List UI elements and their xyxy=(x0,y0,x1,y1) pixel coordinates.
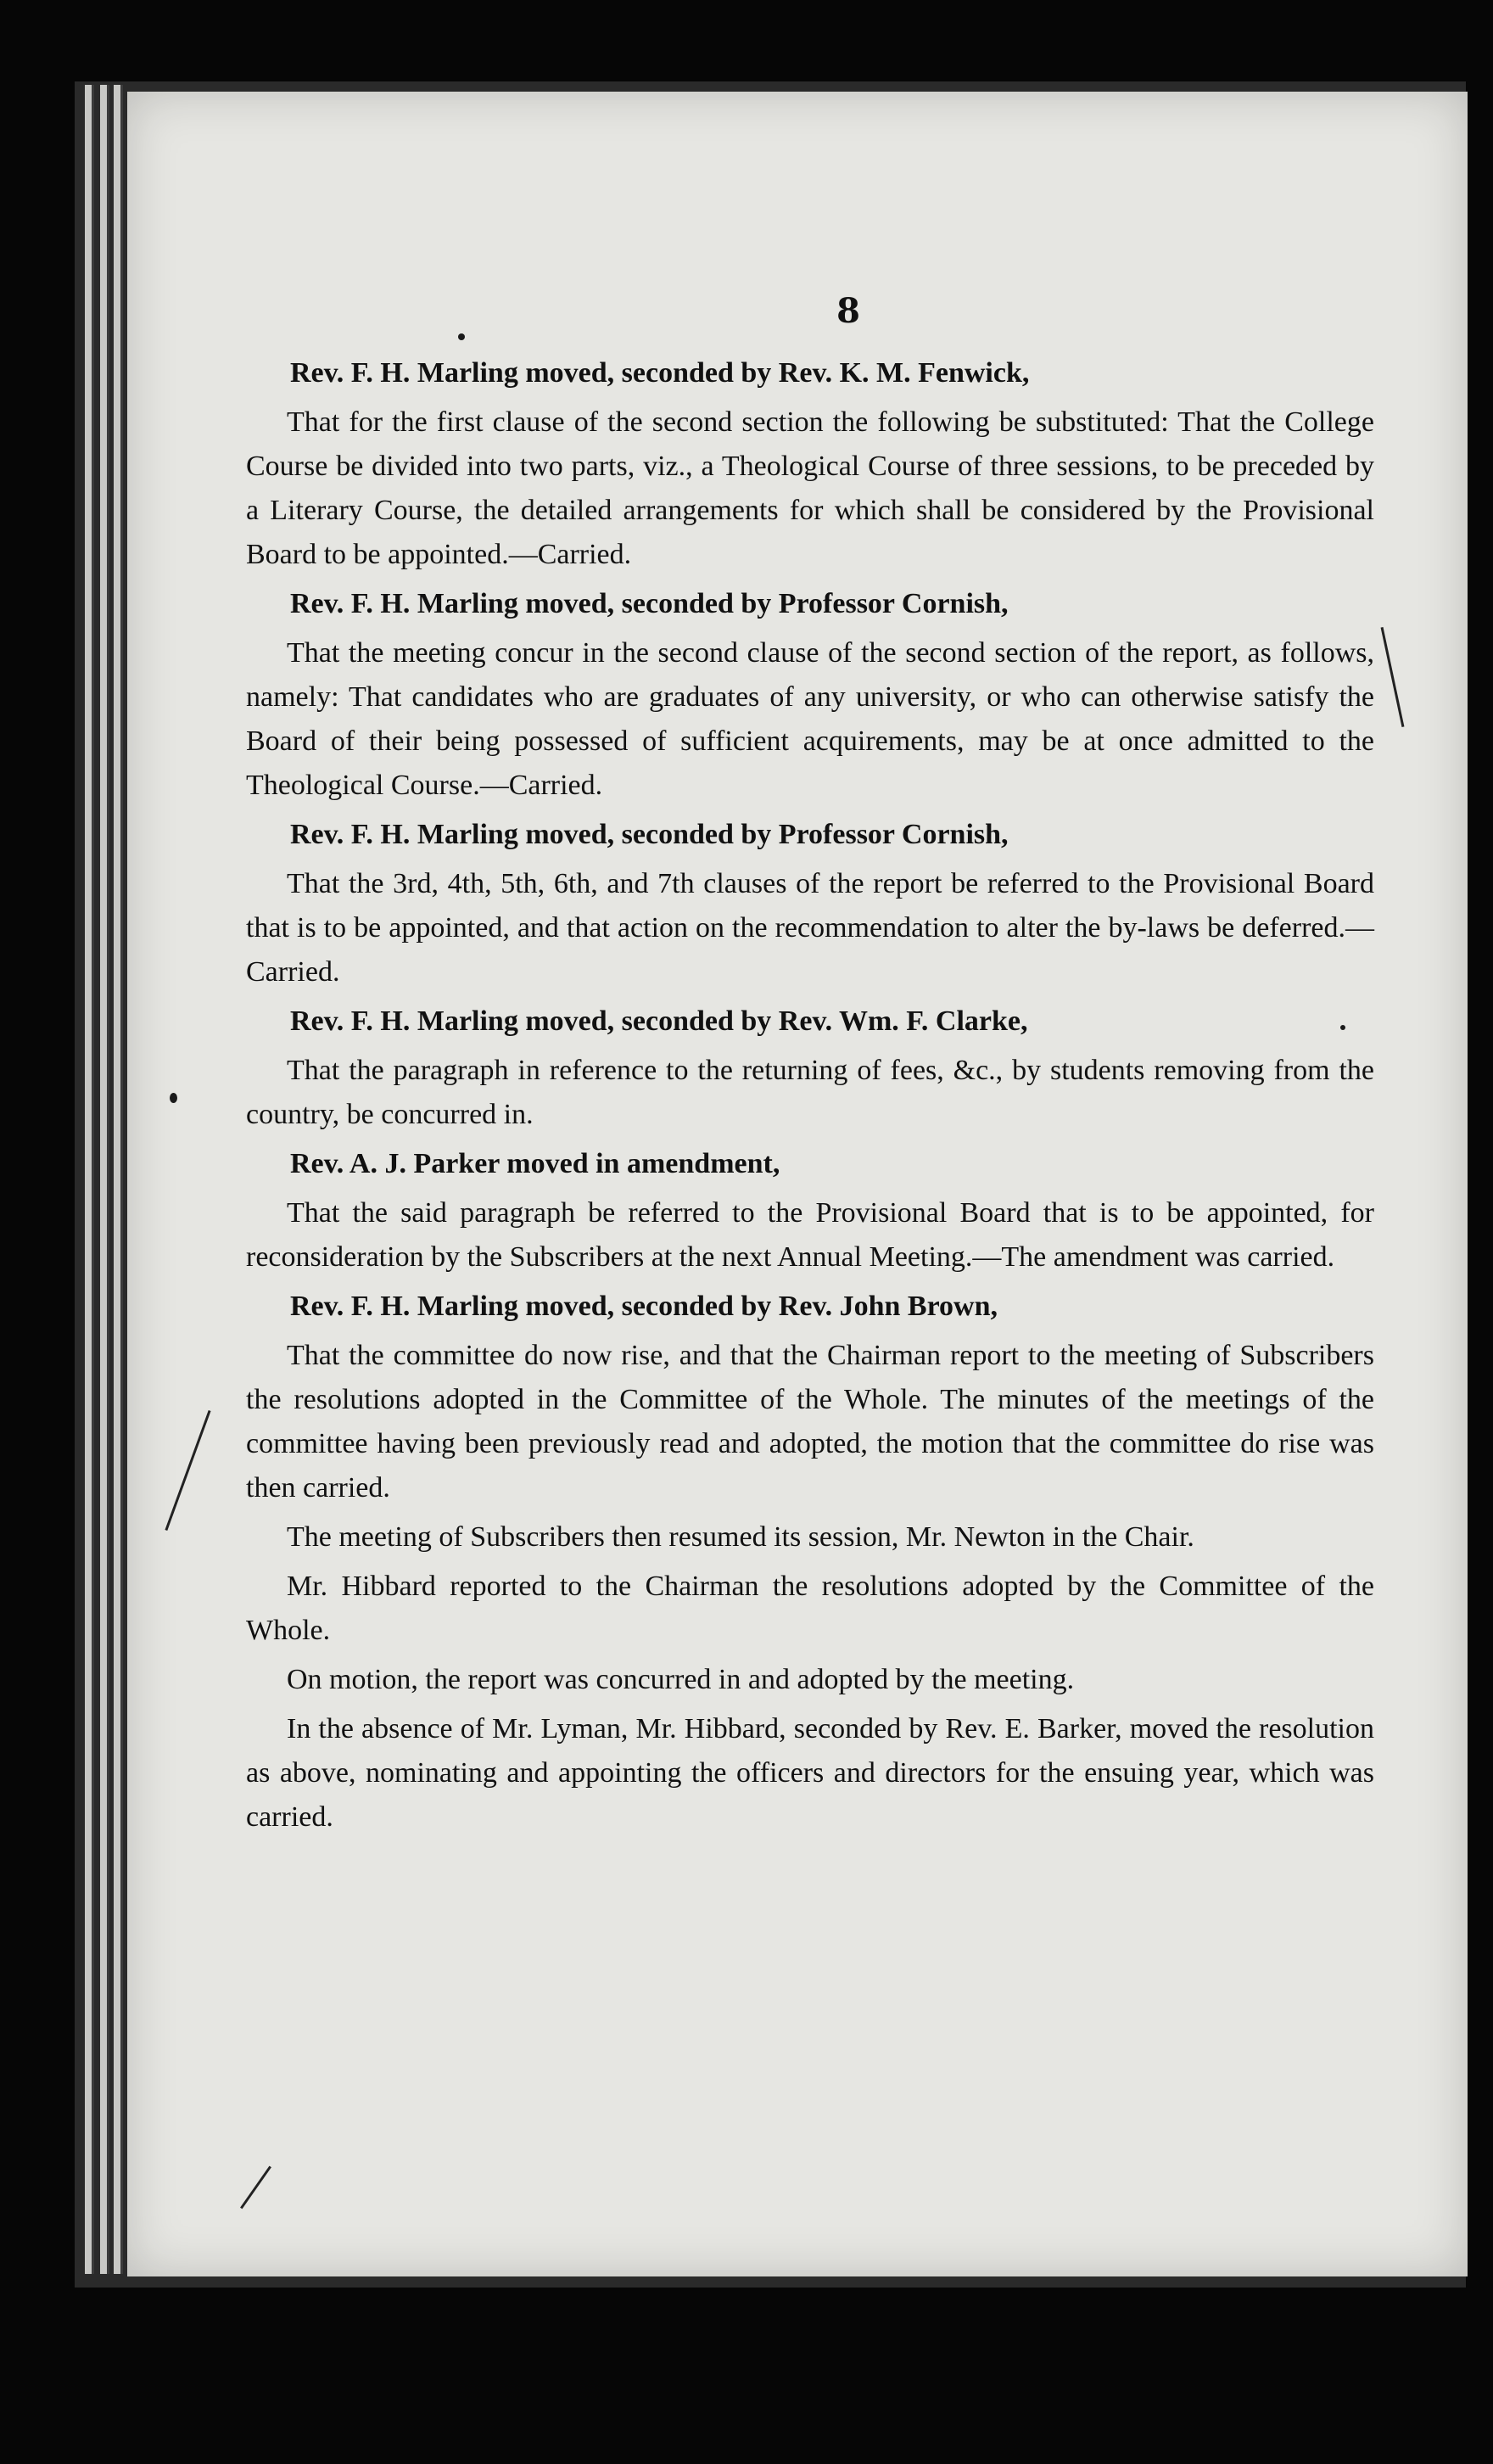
motion-heading-1: Rev. F. H. Marling moved, seconded by Rev. K. M. Fenwick, xyxy=(290,357,1030,389)
scan-scratch xyxy=(240,2166,271,2209)
page-edge-left-2 xyxy=(100,85,109,2274)
paragraph-7: The meeting of Subscribers then resumed its session, Mr. Newton in the Chair. xyxy=(287,1521,1194,1553)
paragraph-5: That the said paragraph be referred to the Provisional Board that is to be appointed, for reconsideration by the Subscribers at the next Annual Meeting.—The amendment was carried. xyxy=(246,1197,1374,1273)
paragraph-3: That the 3rd, 4th, 5th, 6th, and 7th clauses of the report be referred to the Provisional Board that is to be appointed, and that action on the recommendation to alter the by-laws be deferred.—Carried. xyxy=(246,868,1374,988)
paragraph-2: That the meeting concur in the second clause of the second section of the report, as follows, namely: That candidates who are graduates of any university, or who can otherwise satisfy the Board of their being possessed of sufficient acquirements, may be at once admitted to the Theological Course.—Carried. xyxy=(246,637,1374,801)
page-number: 8 xyxy=(836,291,860,331)
paragraph-1: That for the first clause of the second section the following be substituted: That the College Course be divided into two parts, viz., a Theological Course of three sessions, to be preceded by a Literary Course, the detailed arrangements for which shall be considered by the Provisional Board to be appointed.—Carried. xyxy=(246,406,1374,570)
page-edge-left-1 xyxy=(85,85,94,2274)
motion-heading-3: Rev. F. H. Marling moved, seconded by Professor Cornish, xyxy=(290,819,1009,850)
motion-heading-4: Rev. F. H. Marling moved, seconded by Rev. Wm. F. Clarke, xyxy=(290,1005,1028,1037)
paragraph-6: That the committee do now rise, and that the Chairman report to the meeting of Subscribers the resolutions adopted in the Committee of the Whole. The minutes of the meetings of the committee having been previously read and adopted, the motion that the committee do rise was then carried. xyxy=(246,1340,1374,1504)
motion-heading-2: Rev. F. H. Marling moved, seconded by Professor Cornish, xyxy=(290,588,1009,619)
page-edge-left-3 xyxy=(114,85,123,2274)
document-page xyxy=(127,92,1468,2276)
scan-speck xyxy=(458,333,465,340)
scan-speck xyxy=(170,1093,177,1103)
paragraph-9: On motion, the report was concurred in and adopted by the meeting. xyxy=(287,1664,1075,1695)
scan-scratch xyxy=(1381,627,1405,727)
paragraph-10: In the absence of Mr. Lyman, Mr. Hibbard, seconded by Rev. E. Barker, moved the resolution as above, nominating and appointing the officers and directors for the ensuing year, which was carried. xyxy=(246,1713,1374,1833)
paragraph-4: That the paragraph in reference to the returning of fees, &c., by students removing from the country, be concurred in. xyxy=(246,1055,1374,1130)
scan-scratch xyxy=(165,1410,210,1531)
scan-speck xyxy=(1340,1025,1345,1030)
paragraph-8: Mr. Hibbard reported to the Chairman the resolutions adopted by the Committee of the Whole. xyxy=(246,1571,1374,1646)
page-body xyxy=(246,346,1374,1845)
motion-heading-6: Rev. F. H. Marling moved, seconded by Rev. John Brown, xyxy=(290,1291,998,1322)
motion-heading-5: Rev. A. J. Parker moved in amendment, xyxy=(290,1148,780,1179)
